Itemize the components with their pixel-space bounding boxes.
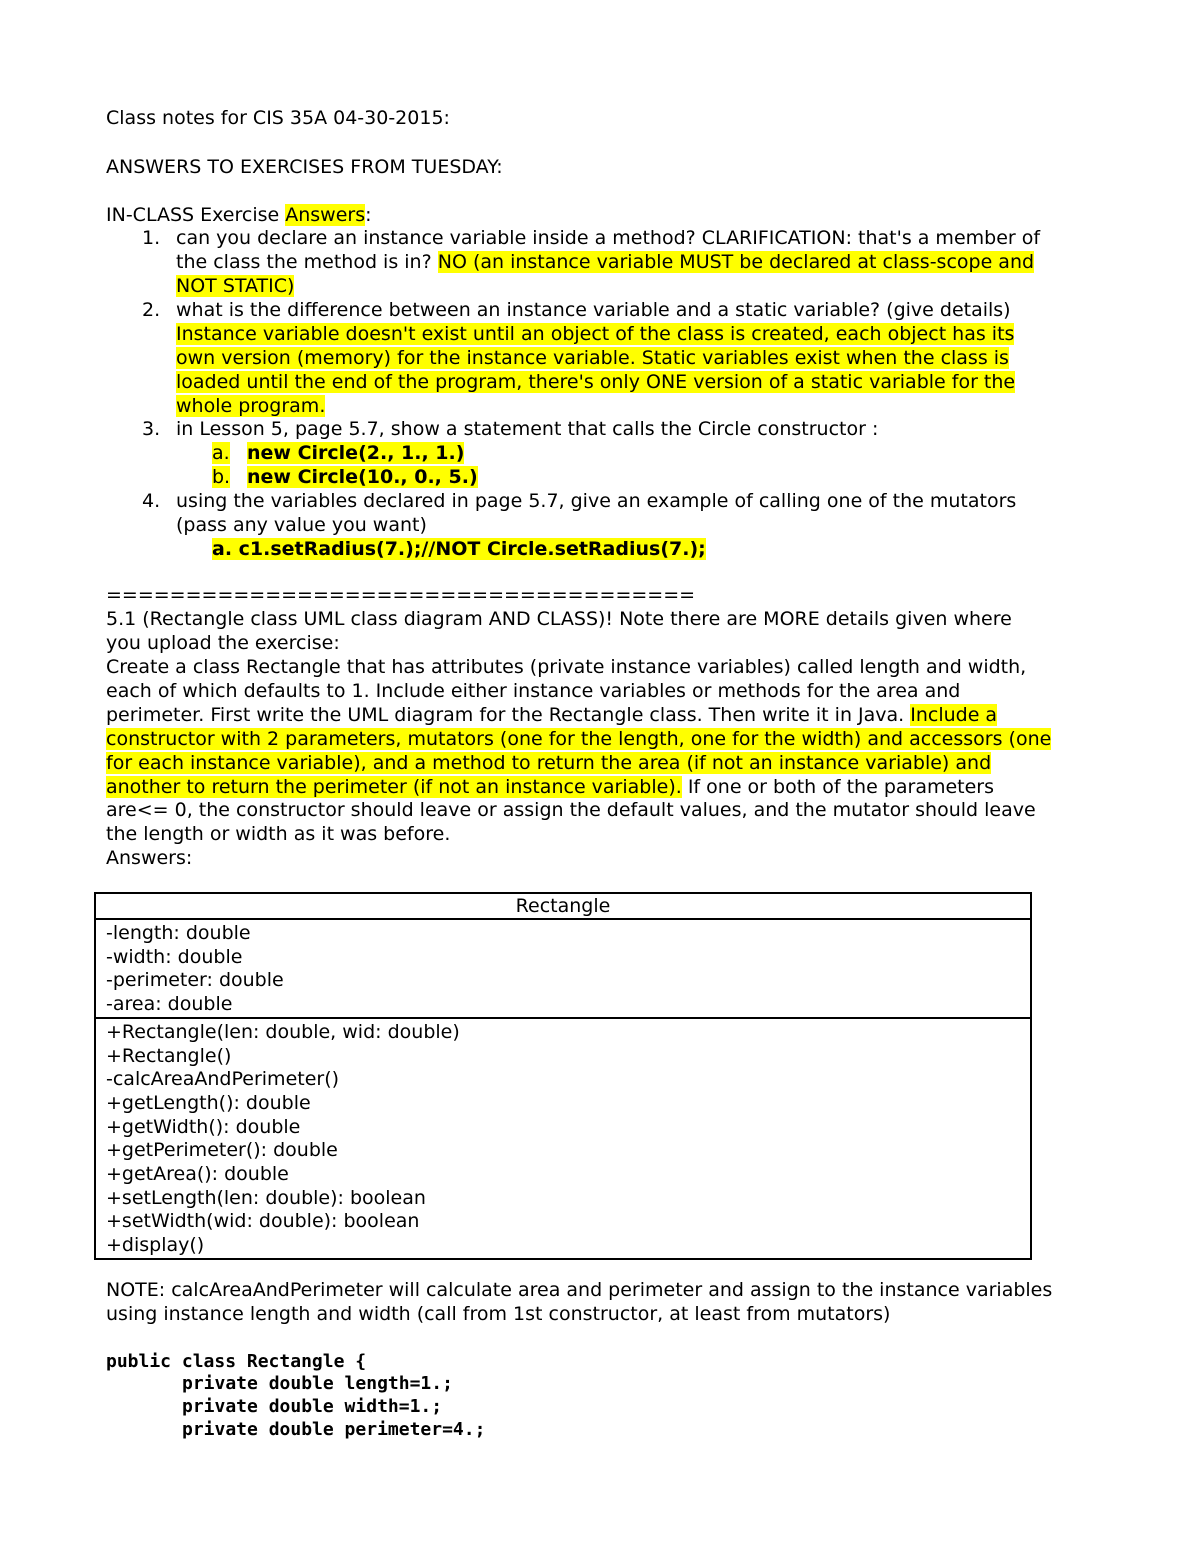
ex51-line: 5.1 (Rectangle class UML class diagram AND CLASS)! Note there are MORE details given where	[106, 608, 1012, 630]
q3-a-answer-text: new Circle(2., 1., 1.)	[247, 442, 465, 464]
q1-answer-highlight-cont: NOT STATIC)	[176, 275, 295, 297]
ex51-highlight: another to return the perimeter (if not an instance variable).	[106, 776, 682, 798]
q3-line1: in Lesson 5, page 5.7, show a statement that calls the Circle constructor :	[176, 418, 879, 440]
q4-line2: (pass any value you want)	[176, 514, 427, 536]
q1-line2-text: the class the method is in?	[176, 251, 438, 273]
code-line: public class Rectangle {	[106, 1351, 367, 1372]
uml-method: +setWidth(wid: double): boolean	[106, 1210, 420, 1233]
q4-a-answer-text: a. c1.setRadius(7.);//NOT Circle.setRadius(7.);	[212, 538, 706, 560]
ex51-line	[106, 775, 994, 799]
q3-b-label	[212, 465, 230, 489]
inclass-answers-highlight: Answers	[285, 204, 366, 226]
uml-attributes	[96, 920, 1030, 1017]
q1-line2	[176, 250, 1034, 274]
q1-line1: can you declare an instance variable inside a method? CLARIFICATION: that's a member of	[176, 227, 1041, 249]
q2-answer-line	[176, 370, 1015, 394]
answers-heading: ANSWERS TO EXERCISES FROM TUESDAY:	[106, 156, 503, 178]
q3-b-answer-text: new Circle(10., 0., 5.)	[247, 466, 478, 488]
uml-method: +getLength(): double	[106, 1091, 311, 1114]
q1-number: 1.	[142, 227, 161, 249]
q2-answer-highlight: loaded until the end of the program, there's only ONE version of a static variable for the	[176, 371, 1016, 393]
ex51-line: are<= 0, the constructor should leave or assign the default values, and the mutator should leave	[106, 799, 1036, 821]
uml-method: +setLength(len: double): boolean	[106, 1186, 426, 1209]
code-line: private double length=1.;	[182, 1373, 453, 1394]
q2-answer-line	[176, 322, 1014, 346]
q3-b-label-text: b.	[212, 466, 231, 488]
ex51-line: Create a class Rectangle that has attributes (private instance variables) called length and width,	[106, 656, 1027, 678]
q2-number: 2.	[142, 299, 161, 321]
code-line: private double width=1.;	[182, 1396, 443, 1417]
q2-answer-line	[176, 394, 325, 418]
ex51-highlight: Include a	[910, 704, 998, 726]
q1-line3	[176, 274, 294, 298]
uml-method: +display()	[106, 1234, 205, 1257]
q1-answer-highlight: NO (an instance variable MUST be declared at class-scope and	[437, 251, 1035, 273]
note-line: NOTE: calcAreaAndPerimeter will calculate area and perimeter and assign to the instance variables	[106, 1279, 1053, 1301]
q4-a-answer	[212, 537, 706, 561]
uml-methods	[96, 1017, 1030, 1258]
uml-method: +Rectangle(len: double, wid: double)	[106, 1020, 460, 1043]
q4-number: 4.	[142, 490, 161, 512]
uml-method: +getWidth(): double	[106, 1115, 301, 1138]
q2-answer-highlight: own version (memory) for the instance variable. Static variables exist when the class is	[176, 347, 1009, 369]
ex51-line: the length or width as it was before.	[106, 823, 451, 845]
uml-method: +Rectangle()	[106, 1044, 232, 1067]
uml-attribute: -perimeter: double	[106, 969, 284, 992]
q3-b-answer	[247, 465, 478, 489]
uml-attribute: -area: double	[106, 993, 233, 1016]
uml-method: +getPerimeter(): double	[106, 1139, 338, 1162]
separator: =====================================	[106, 584, 696, 606]
q3-number: 3.	[142, 418, 161, 440]
ex51-answers-label: Answers:	[106, 847, 193, 869]
uml-method: +getArea(): double	[106, 1163, 289, 1186]
q2-answer-highlight: whole program.	[176, 395, 326, 417]
doc-title: Class notes for CIS 35A 04-30-2015:	[106, 107, 450, 129]
q2-line1: what is the difference between an instance variable and a static variable? (give details)	[176, 299, 1011, 321]
ex51-line	[106, 727, 1051, 751]
inclass-heading	[106, 203, 372, 227]
uml-attribute: -length: double	[106, 922, 251, 944]
ex51-text: If one or both of the parameters	[681, 776, 995, 798]
q4-line1: using the variables declared in page 5.7, give an example of calling one of the mutators	[176, 490, 1017, 512]
ex51-highlight: for each instance variable), and a method to return the area (if not an instance variable) and	[106, 752, 992, 774]
ex51-highlight: constructor with 2 parameters, mutators (one for the length, one for the width) and accessors (one	[106, 728, 1052, 750]
note-line: using instance length and width (call from 1st constructor, at least from mutators)	[106, 1303, 891, 1325]
ex51-line: each of which defaults to 1. Include either instance variables or methods for the area and	[106, 680, 961, 702]
ex51-text: perimeter. First write the UML diagram for the Rectangle class. Then write it in Java.	[106, 704, 911, 726]
q3-a-label-text: a.	[212, 442, 230, 464]
uml-class-name: Rectangle	[96, 894, 1030, 920]
ex51-line	[106, 751, 991, 775]
ex51-line	[106, 703, 997, 727]
q3-a-answer	[247, 441, 464, 465]
inclass-prefix: IN-CLASS Exercise	[106, 204, 286, 226]
uml-class-diagram	[94, 892, 1032, 1260]
inclass-suffix: :	[365, 204, 372, 226]
q2-answer-line	[176, 346, 1009, 370]
uml-method: -calcAreaAndPerimeter()	[106, 1068, 340, 1091]
code-line: private double perimeter=4.;	[182, 1419, 486, 1440]
uml-attribute: -width: double	[106, 945, 243, 968]
ex51-line: you upload the exercise:	[106, 632, 340, 654]
q2-answer-highlight: Instance variable doesn't exist until an object of the class is created, each object has its	[176, 323, 1015, 345]
q3-a-label	[212, 441, 230, 465]
